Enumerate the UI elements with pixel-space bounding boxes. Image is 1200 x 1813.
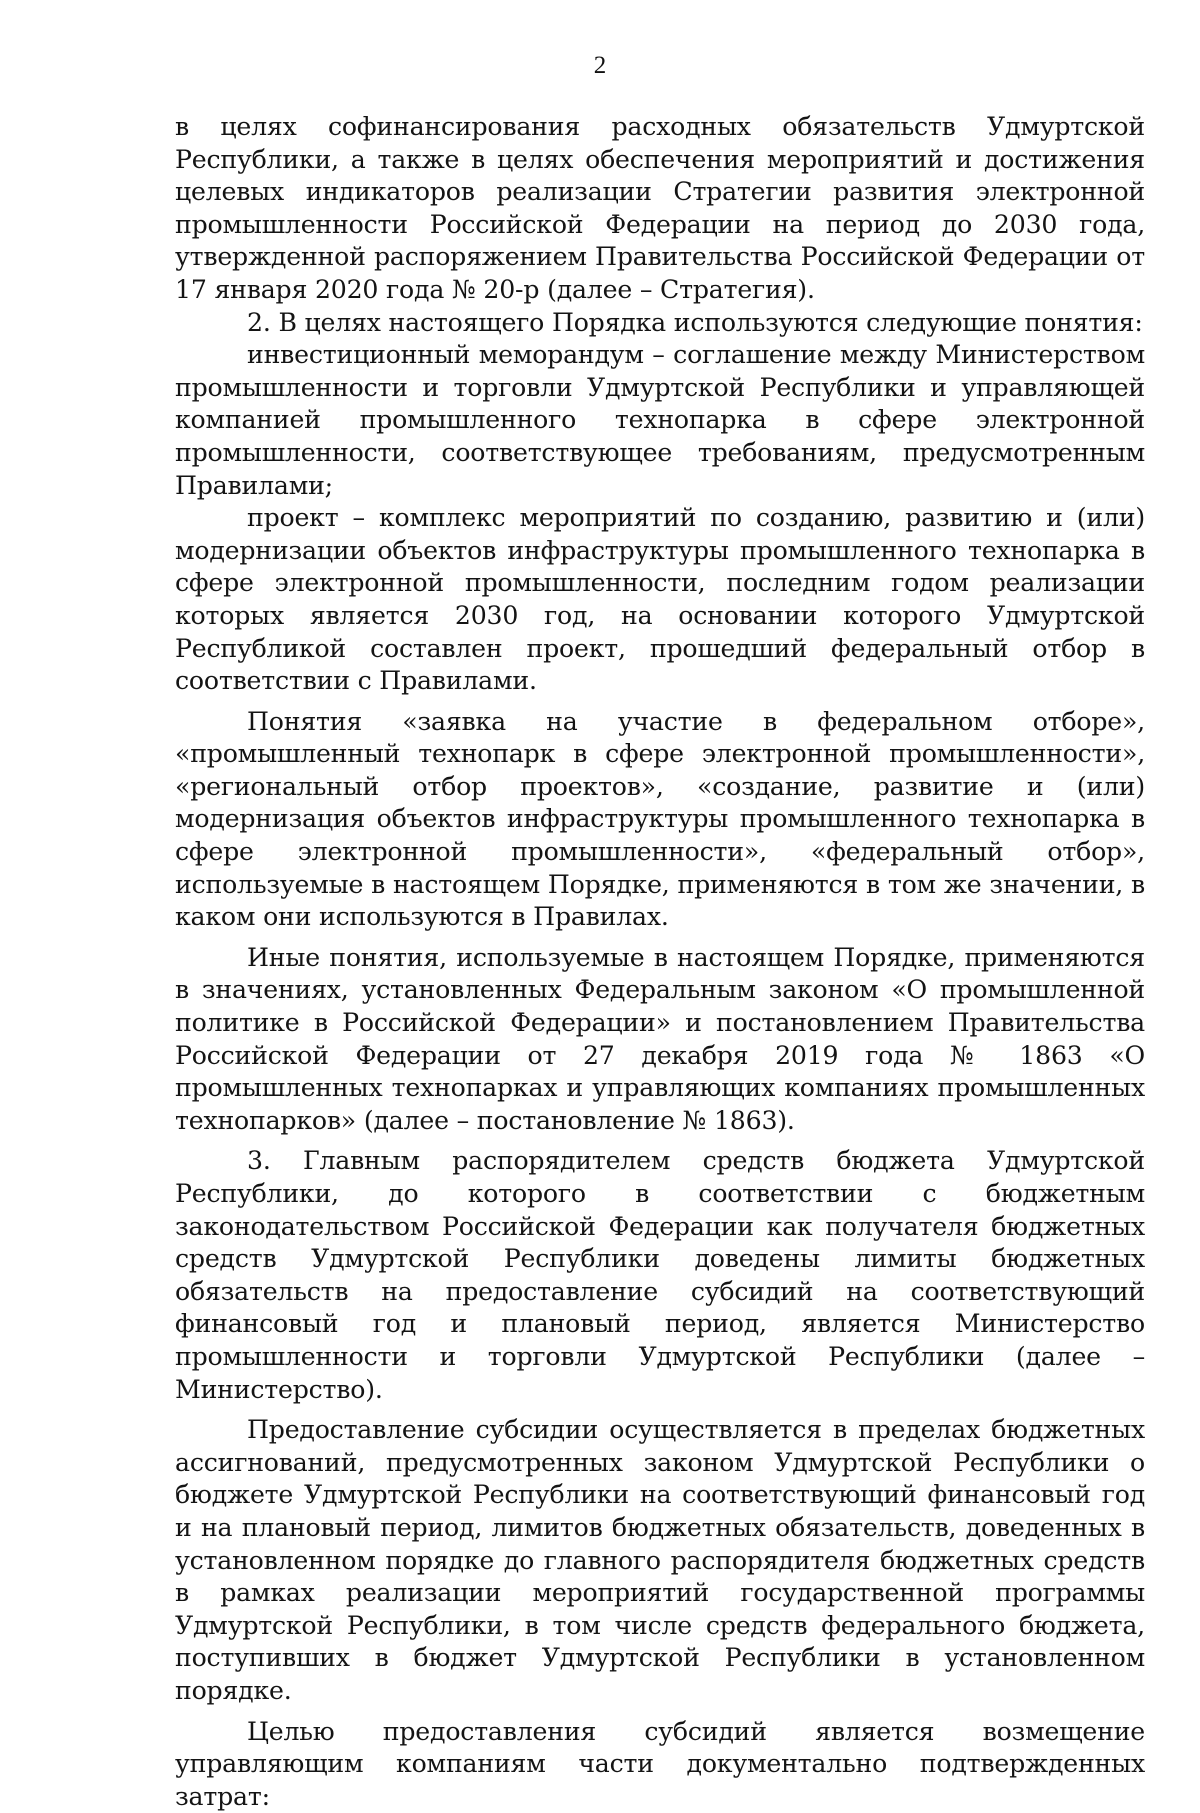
paragraph-subsidy-provision: Предоставление субсидии осуществляется в пределах бюджетных ассигнований, предусмотренных законом Удмуртской Республики о бюджете Удмуртской Республики на соответствующий финансовый год и на плановый период, лимитов бюджетных обязательств, доведенных в установленном порядке до главного распорядителя бюджетных средств в рамках реализации мероприятий государственной программы Удмуртской Республики, в том числе средств федерального бюджета, поступивших в бюджет Удмуртской Республики в установленном порядке. (175, 1414, 1145, 1707)
document-body (175, 111, 1145, 1813)
paragraph-subsidy-purpose: Целью предоставления субсидий является возмещение управляющим компаниям части документально подтвержденных затрат: (175, 1716, 1145, 1813)
paragraph-other-concepts: Иные понятия, используемые в настоящем Порядке, применяются в значениях, установленных Федеральным законом «О промышленной политике в Российской Федерации» и постановлением Правительства Российской Федерации от 27 декабря 2019 года № 1863 «О промышленных технопарках и управляющих компаниях промышленных технопарков» (далее – постановление № 1863). (175, 942, 1145, 1138)
paragraph-main-administrator: 3. Главным распорядителем средств бюджета Удмуртской Республики, до которого в соответствии с бюджетным законодательством Российской Федерации как получателя бюджетных средств Удмуртской Республики доведены лимиты бюджетных обязательств на предоставление субсидий на соответствующий финансовый год и плановый период, является Министерство промышленности и торговли Удмуртской Республики (далее – Министерство). (175, 1145, 1145, 1406)
paragraph-investment-memorandum: инвестиционный меморандум – соглашение между Министерством промышленности и торговли Удмуртской Республики и управляющей компанией промышленного технопарка в сфере электронной промышленности, соответствующее требованиям, предусмотренным Правилами; (175, 339, 1145, 502)
paragraph-definitions-intro: 2. В целях настоящего Порядка используются следующие понятия: (175, 307, 1145, 340)
paragraph-concepts-rules: Понятия «заявка на участие в федеральном отборе», «промышленный технопарк в сфере электронной промышленности», «региональный отбор проектов», «создание, развитие и (или) модернизация объектов инфраструктуры промышленного технопарка в сфере электронной промышленности», «федеральный отбор», используемые в настоящем Порядке, применяются в том же значении, в каком они используются в Правилах. (175, 706, 1145, 934)
page-number: 2 (0, 52, 1200, 80)
paragraph-purpose-continuation: в целях софинансирования расходных обязательств Удмуртской Республики, а также в целях обеспечения мероприятий и достижения целевых индикаторов реализации Стратегии развития электронной промышленности Российской Федерации на период до 2030 года, утвержденной распоряжением Правительства Российской Федерации от 17 января 2020 года № 20-р (далее – Стратегия). (175, 111, 1145, 307)
paragraph-project-definition: проект – комплекс мероприятий по созданию, развитию и (или) модернизации объектов инфраструктуры промышленного технопарка в сфере электронной промышленности, последним годом реализации которых является 2030 год, на основании которого Удмуртской Республикой составлен проект, прошедший федеральный отбор в соответствии с Правилами. (175, 502, 1145, 698)
